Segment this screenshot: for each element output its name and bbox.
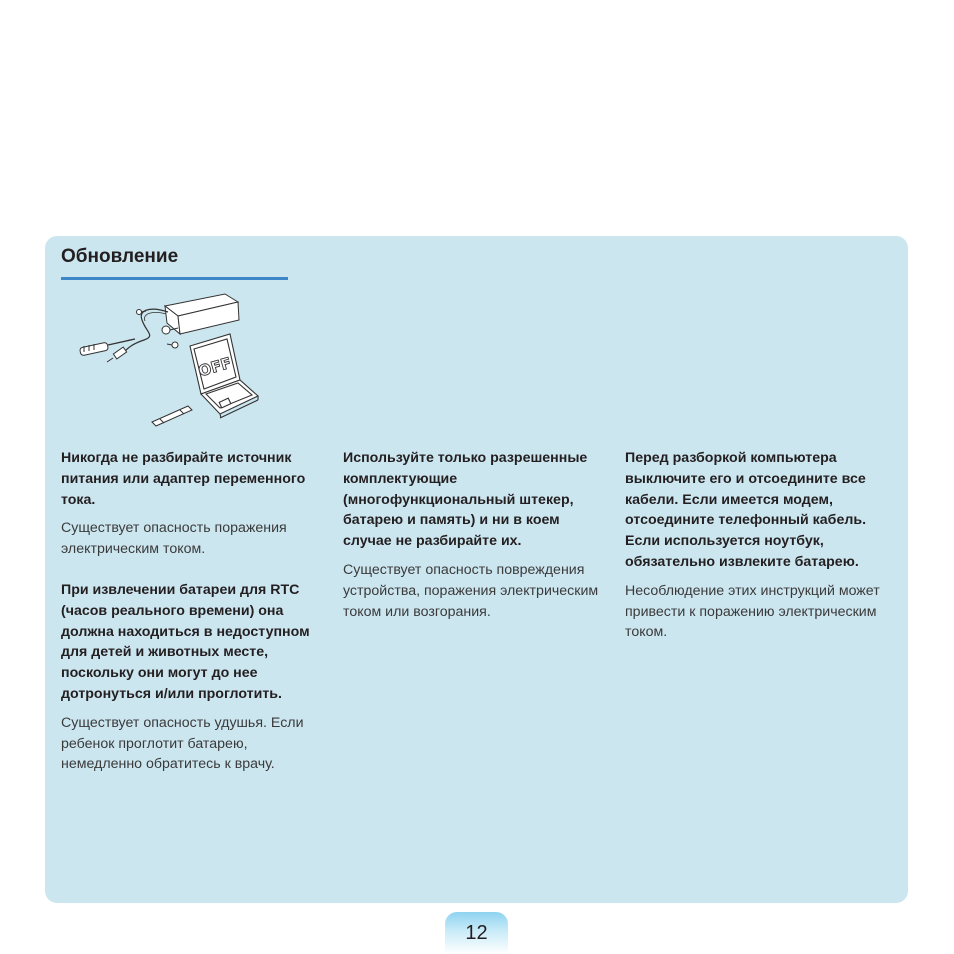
note-text: Существует опасность повреждения устройства, поражения электрическим током или возгорания.: [343, 561, 599, 620]
warning-text: Используйте только разрешенные комплектующие (многофункциональный штекер, батарею и память) и ни в коем случае не разбирайте их.: [343, 450, 588, 550]
upgrade-safety-panel: [45, 236, 908, 903]
column-1: [61, 448, 323, 795]
warning-text: При извлечении батареи для RTC (часов реального времени) она должна находиться в недоступном для детей и животных месте, поскольку они могут до нее дотронуться и/или проглотить.: [61, 581, 310, 702]
note-text: Существует опасность поражения электрическим током.: [61, 520, 287, 558]
disassembly-illustration: [70, 288, 315, 433]
column-3: [625, 448, 887, 663]
off-label: OFF: [196, 353, 234, 381]
screwdriver-icon: [79, 339, 135, 356]
column-2: [343, 448, 605, 642]
warning-text: Перед разборкой компьютера выключите его и отсоедините все кабели. Если имеется модем, отсоедините телефонный кабель. Если используется ноутбук, обязательно извлеките батарею.: [625, 450, 867, 570]
plug-icon: [107, 347, 127, 362]
section-title: Обновление: [61, 246, 179, 267]
title-underline: [61, 277, 288, 280]
note-text: Существует опасность удушья. Если ребенок проглотит батарею, немедленно обратитесь к врачу.: [61, 714, 304, 773]
warning-text: Никогда не разбирайте источник питания или адаптер переменного тока.: [61, 450, 306, 508]
note-text: Несоблюдение этих инструкций может привести к поражению электрическим током.: [625, 582, 880, 641]
battery-icon: [152, 406, 192, 426]
page-number: 12: [445, 912, 508, 954]
